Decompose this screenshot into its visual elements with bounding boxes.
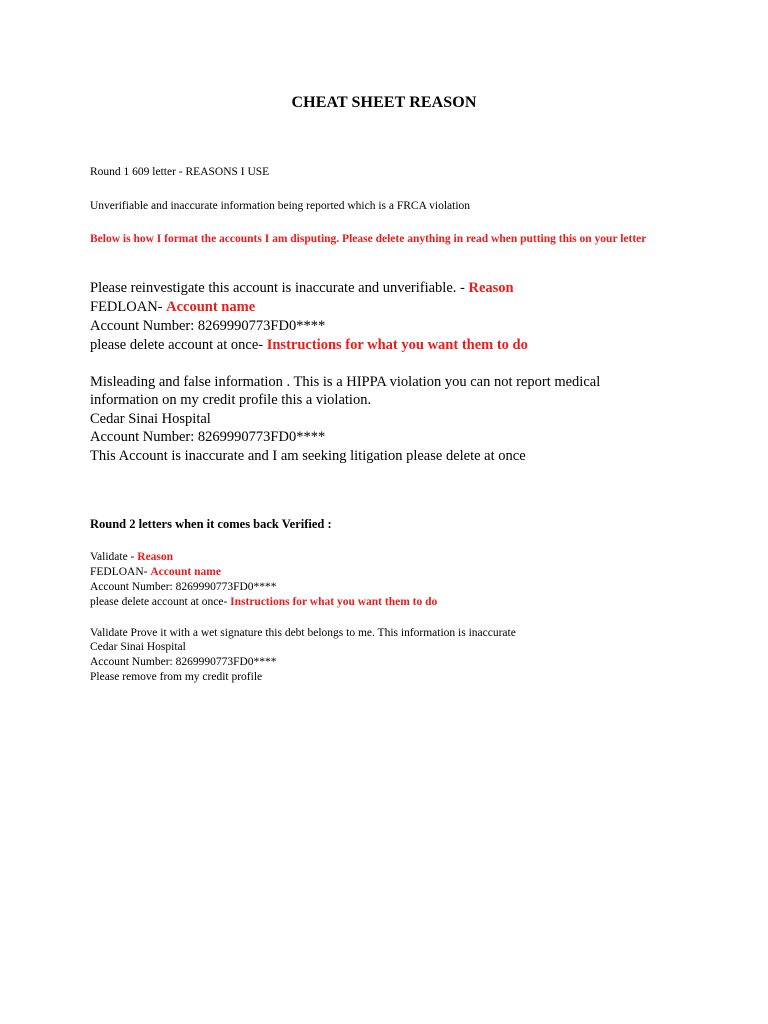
r1-account1-line4 — [90, 336, 528, 355]
r1-account1-instructions-tag: Instructions for what you want them to do — [266, 337, 528, 353]
r2-account2-line4: Please remove from my credit profile — [90, 671, 263, 683]
round1-label: Round 1 609 letter - REASONS I USE — [90, 166, 270, 178]
r1-account2-line3: Cedar Sinai Hospital — [90, 411, 211, 427]
r2-account2-line1: Validate Prove it with a wet signature this debt belongs to me. This information is inaccurate — [90, 627, 516, 639]
r2-account1-line4-text: please delete account at once- — [90, 596, 231, 608]
r1-account2-line2: information on my credit profile this a violation. — [90, 392, 372, 408]
r2-account1-line2 — [90, 565, 221, 580]
r2-account1-line1 — [90, 550, 173, 565]
r1-account1-line2-text: FEDLOAN- — [90, 299, 167, 315]
r1-account1-line4-text: please delete account at once- — [90, 337, 267, 353]
round1-reason-line: Unverifiable and inaccurate information being reported which is a FRCA violation — [90, 200, 471, 212]
r2-account1-name-tag: Account name — [150, 566, 221, 578]
page-title: CHEAT SHEET REASON — [291, 94, 477, 111]
r1-account2-line1: Misleading and false information . This is a HIPPA violation you can not report medical — [90, 374, 601, 390]
r2-account1-line4 — [90, 595, 437, 610]
r2-account1-instructions-tag: Instructions for what you want them to do — [230, 596, 438, 608]
r1-account2-line4: Account Number: 8269990773FD0**** — [90, 429, 326, 445]
r2-account2-line3: Account Number: 8269990773FD0**** — [90, 656, 277, 668]
r2-account1-line2-text: FEDLOAN- — [90, 566, 151, 578]
format-note: Below is how I format the accounts I am disputing. Please delete anything in read when putting this on your letter — [90, 233, 647, 245]
r1-account1-name-tag: Account name — [166, 299, 256, 315]
r1-account1-reason-tag: Reason — [468, 280, 514, 296]
r1-account1-line1-text: Please reinvestigate this account is inaccurate and unverifiable. - — [90, 280, 469, 296]
r2-account2-line2: Cedar Sinai Hospital — [90, 641, 186, 653]
r1-account1-line1 — [90, 279, 514, 298]
r2-account1-line1-text: Validate - — [90, 551, 138, 563]
r1-account2-line5: This Account is inaccurate and I am seeking litigation please delete at once — [90, 448, 526, 464]
r2-account1-reason-tag: Reason — [137, 551, 174, 563]
r1-account1-line3: Account Number: 8269990773FD0**** — [90, 318, 326, 334]
r1-account1-line2 — [90, 298, 255, 317]
round2-heading: Round 2 letters when it comes back Verified : — [90, 517, 332, 531]
r2-account1-line3: Account Number: 8269990773FD0**** — [90, 581, 277, 593]
